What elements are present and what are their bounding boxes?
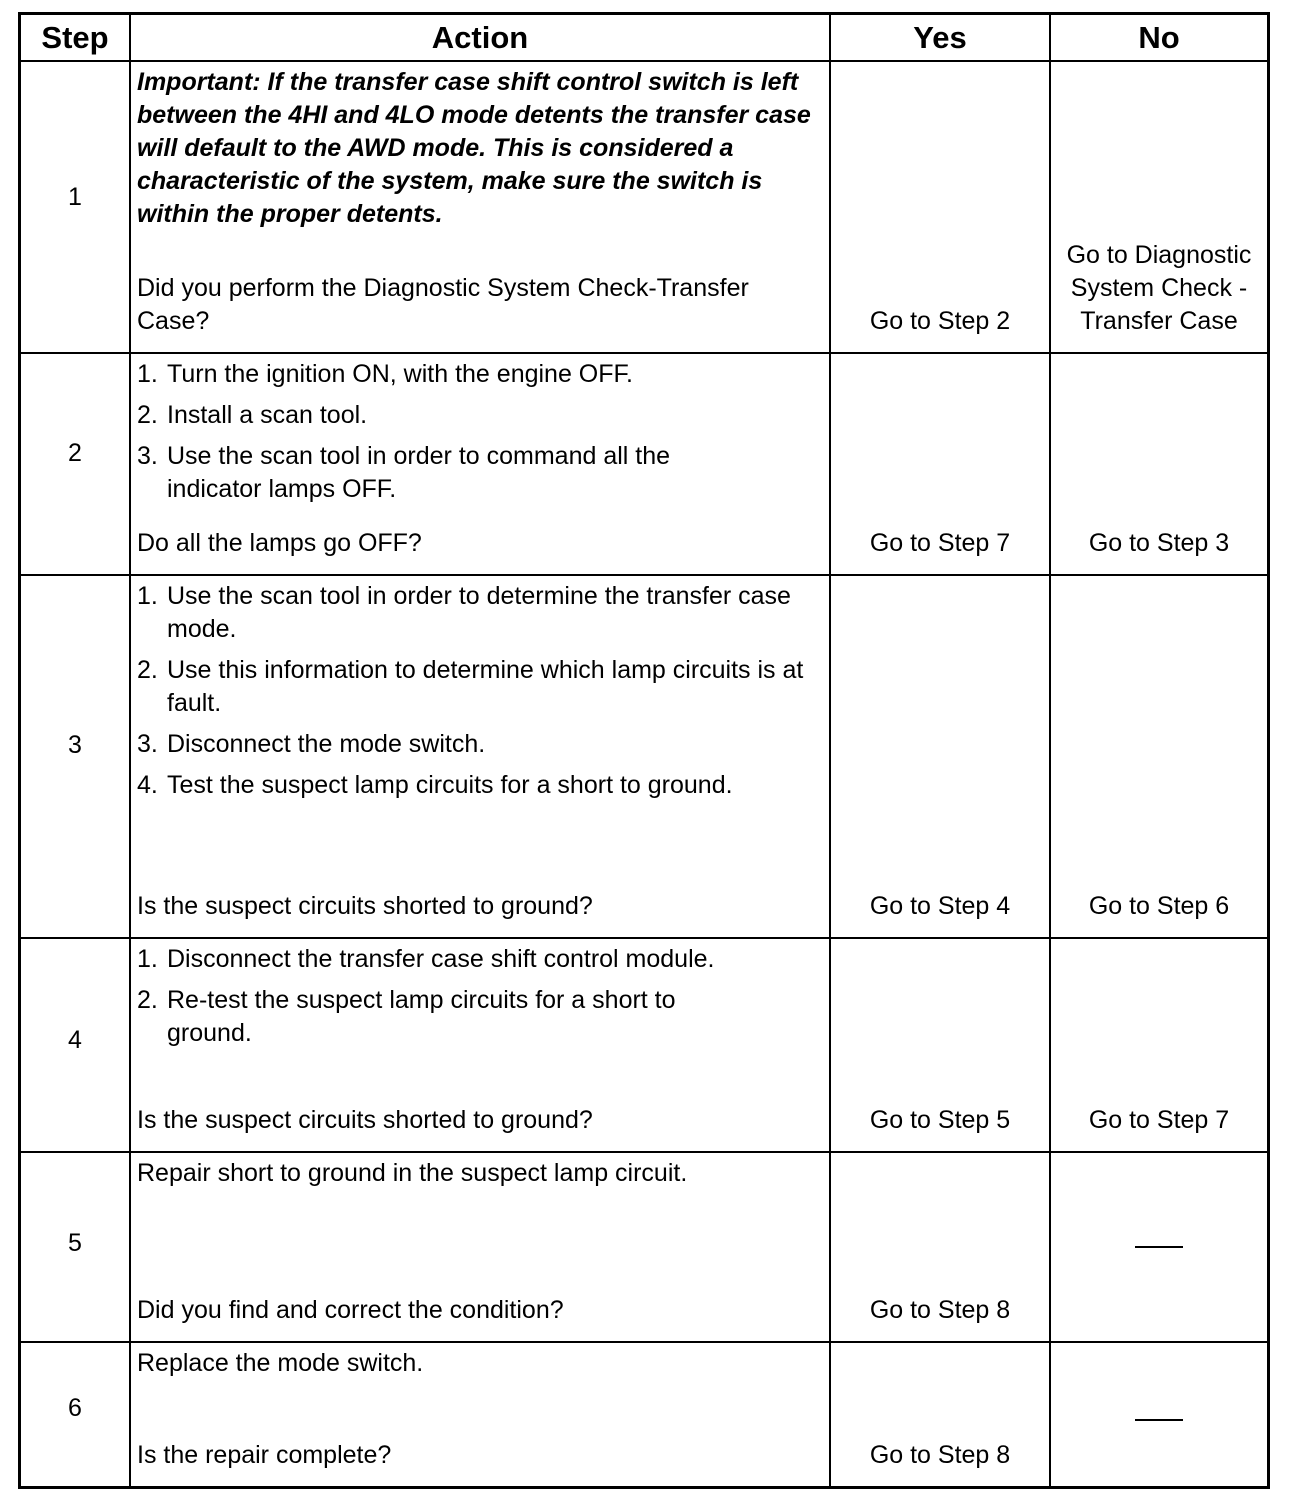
header-yes: Yes bbox=[831, 15, 1051, 62]
no-result: Go to Step 7 bbox=[1088, 1106, 1230, 1134]
action-item bbox=[137, 654, 823, 720]
action-cell bbox=[131, 1153, 831, 1343]
no-cell bbox=[1051, 939, 1267, 1153]
step-number: 1 bbox=[21, 62, 131, 354]
yes-result: Go to Step 8 bbox=[869, 1441, 1011, 1469]
item-number: 2. bbox=[137, 401, 158, 429]
no-result-dash bbox=[1135, 1419, 1183, 1421]
step-number: 2 bbox=[21, 354, 131, 576]
action-item bbox=[137, 769, 823, 802]
item-number: 2. bbox=[137, 986, 158, 1014]
header-step: Step bbox=[21, 15, 131, 62]
header-action: Action bbox=[131, 15, 831, 62]
item-text: Use the scan tool in order to determine the transfer case mode. bbox=[167, 582, 791, 643]
no-result: Go to Diagnostic System Check - Transfer Case bbox=[1066, 241, 1252, 335]
item-number: 3. bbox=[137, 442, 158, 470]
item-text: Install a scan tool. bbox=[167, 401, 368, 429]
action-question: Did you find and correct the condition? bbox=[137, 1296, 564, 1324]
item-number: 1. bbox=[137, 945, 158, 973]
no-cell bbox=[1051, 1153, 1267, 1343]
no-cell bbox=[1051, 62, 1267, 354]
yes-cell bbox=[831, 939, 1051, 1153]
yes-result: Go to Step 7 bbox=[869, 529, 1011, 557]
yes-result: Go to Step 8 bbox=[869, 1296, 1011, 1324]
yes-cell bbox=[831, 62, 1051, 354]
action-item bbox=[137, 580, 823, 646]
action-text: Replace the mode switch. bbox=[137, 1349, 424, 1377]
header-no: No bbox=[1051, 15, 1267, 62]
action-cell bbox=[131, 939, 831, 1153]
item-text: Disconnect the transfer case shift control module. bbox=[167, 945, 715, 973]
step-number: 5 bbox=[21, 1153, 131, 1343]
action-question: Is the suspect circuits shorted to ground? bbox=[137, 892, 593, 920]
yes-cell bbox=[831, 354, 1051, 576]
action-item bbox=[137, 984, 823, 1050]
yes-result: Go to Step 5 bbox=[869, 1106, 1011, 1134]
no-result: Go to Step 6 bbox=[1088, 892, 1230, 920]
step-number: 4 bbox=[21, 939, 131, 1153]
important-note: Important: If the transfer case shift control switch is left between the 4HI and 4LO mode detents the transfer case will default to the AWD mode. This is considered a characteristic of the system, make sure the switch is within the proper detents. bbox=[137, 68, 811, 228]
item-text: Disconnect the mode switch. bbox=[167, 730, 486, 758]
diagnostic-table bbox=[18, 12, 1270, 1489]
action-item bbox=[137, 399, 823, 432]
yes-result: Go to Step 2 bbox=[869, 307, 1011, 335]
item-number: 1. bbox=[137, 360, 158, 388]
item-text: Use the scan tool in order to command all the indicator lamps OFF. bbox=[167, 442, 671, 503]
no-cell bbox=[1051, 1343, 1267, 1486]
yes-result: Go to Step 4 bbox=[869, 892, 1011, 920]
no-cell bbox=[1051, 354, 1267, 576]
yes-cell bbox=[831, 576, 1051, 939]
action-question: Do all the lamps go OFF? bbox=[137, 529, 422, 557]
item-text: Test the suspect lamp circuits for a short to ground. bbox=[167, 771, 733, 799]
item-text: Use this information to determine which lamp circuits is at fault. bbox=[167, 656, 804, 717]
action-cell bbox=[131, 576, 831, 939]
yes-cell bbox=[831, 1343, 1051, 1486]
action-cell bbox=[131, 1343, 831, 1486]
action-question: Is the suspect circuits shorted to ground? bbox=[137, 1106, 593, 1134]
item-number: 1. bbox=[137, 582, 158, 610]
item-number: 3. bbox=[137, 730, 158, 758]
item-text: Re-test the suspect lamp circuits for a short to ground. bbox=[167, 986, 676, 1047]
item-number: 2. bbox=[137, 656, 158, 684]
action-question: Did you perform the Diagnostic System Check-Transfer Case? bbox=[137, 274, 749, 335]
step-number: 3 bbox=[21, 576, 131, 939]
item-number: 4. bbox=[137, 771, 158, 799]
action-cell bbox=[131, 62, 831, 354]
step-number: 6 bbox=[21, 1343, 131, 1486]
item-text: Turn the ignition ON, with the engine OFF. bbox=[167, 360, 633, 388]
action-question: Is the repair complete? bbox=[137, 1441, 392, 1469]
action-item bbox=[137, 943, 823, 976]
action-cell bbox=[131, 354, 831, 576]
action-item bbox=[137, 728, 823, 761]
no-cell bbox=[1051, 576, 1267, 939]
no-result-dash bbox=[1135, 1246, 1183, 1248]
yes-cell bbox=[831, 1153, 1051, 1343]
action-text: Repair short to ground in the suspect lamp circuit. bbox=[137, 1159, 688, 1187]
no-result: Go to Step 3 bbox=[1088, 529, 1230, 557]
action-item bbox=[137, 358, 823, 391]
action-item bbox=[137, 440, 823, 506]
